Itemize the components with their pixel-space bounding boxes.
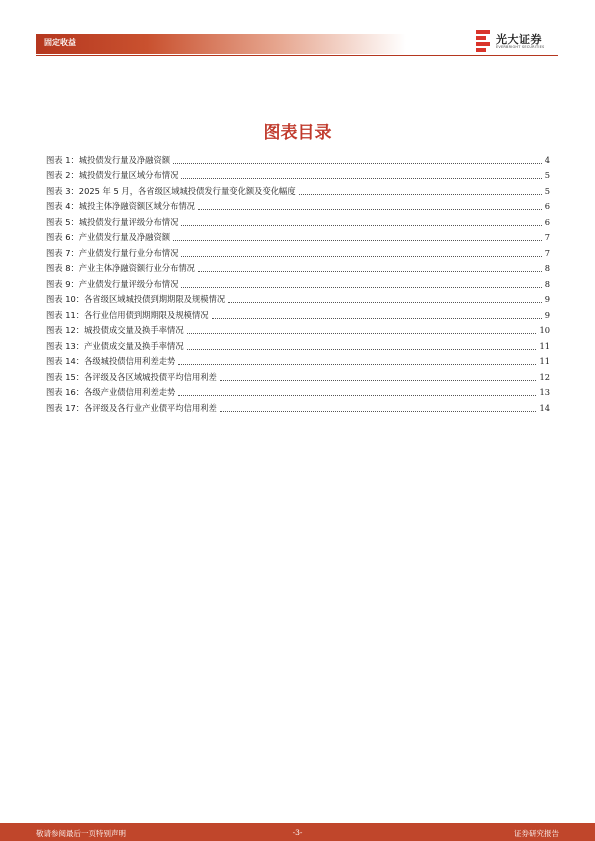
toc-entry-page: 12 [539,371,550,382]
toc-dot-leader [173,239,542,241]
toc-entry-page: 9 [544,294,550,304]
toc-entry-label: 图表 2：城投债发行量区域分布情况 [46,170,179,180]
footer-disclaimer: 敬请参阅最后一页特别声明 [36,829,126,838]
toc-entry[interactable] [46,150,550,166]
toc-entry[interactable] [46,352,550,368]
toc-entry-label: 图表 6：产业债发行量及净融资额 [46,232,171,242]
toc-entry-page: 11 [539,356,550,366]
toc-entry-page: 13 [539,387,550,397]
toc-entry-label: 图表 12：城投债成交量及换手率情况 [46,325,184,335]
toc-dot-leader [181,224,541,226]
toc-entry-label: 图表 9：产业债发行量评级分布情况 [46,278,179,289]
toc-entry[interactable] [46,197,550,213]
toc-entry[interactable] [46,336,550,352]
toc-entry[interactable] [46,181,550,197]
toc-entry[interactable] [46,259,550,275]
toc-entry[interactable] [46,367,550,383]
toc-entry-page: 7 [544,232,550,242]
toc-entry-page: 5 [544,185,550,196]
toc-entry[interactable] [46,212,550,228]
page-footer [0,823,595,841]
toc-entry-label: 图表 1：城投债发行量及净融资额 [46,154,171,165]
toc-entry-label: 图表 11：各行业信用债到期期限及规模情况 [46,309,209,320]
toc-entry-label: 图表 17：各评级及各行业产业债平均信用利差 [46,402,217,413]
toc-entry[interactable] [46,305,550,321]
toc-entry[interactable] [46,383,550,399]
toc-entry[interactable] [46,228,550,244]
toc-dot-leader [299,193,542,195]
toc-entry-page: 8 [544,263,550,273]
logo-text-cn: 光大证券 [496,33,542,46]
toc-dot-leader [181,255,541,257]
everbright-logo [476,30,556,54]
toc-entry-page: 9 [544,309,550,320]
logo-text-en: EVERBRIGHT SECURITIES [496,45,545,49]
toc-entry-page: 7 [544,247,550,258]
toc-entry-label: 图表 3：2025 年 5 月，各省级区域城投债发行量变化额及变化幅度 [46,185,296,196]
toc-title: 图表目录 [263,123,332,143]
toc-entry-label: 图表 14：各级城投债信用利差走势 [46,356,176,366]
toc-dot-leader [178,394,536,396]
toc-entry-label: 图表 7：产业债发行量行业分布情况 [46,247,179,258]
toc-entry-label: 图表 8：产业主体净融资额行业分布情况 [46,263,195,273]
toc-entry-page: 11 [539,340,550,351]
toc-entry-page: 6 [544,216,550,227]
toc-entry-label: 图表 16：各级产业债信用利差走势 [46,387,176,397]
toc-dot-leader [198,270,542,272]
toc-entry-label: 图表 10：各省级区域城投债到期期限及规模情况 [46,294,226,304]
toc-dot-leader [212,317,542,319]
footer-report-type: 证券研究报告 [514,829,559,838]
toc-entry-page: 6 [544,201,550,211]
toc-dot-leader [220,410,537,412]
toc-entry[interactable] [46,398,550,414]
section-label: 固定收益 [44,38,76,47]
toc-dot-leader [187,348,537,350]
toc-entry-label: 图表 15：各评级及各区域城投债平均信用利差 [46,371,217,382]
toc-entry[interactable] [46,274,550,290]
toc-dot-leader [173,162,542,164]
header-divider [36,55,558,56]
toc-entry[interactable] [46,243,550,259]
toc-entry-label: 图表 5：城投债发行量评级分布情况 [46,216,179,227]
page-number: -3- [292,828,303,837]
toc-entry[interactable] [46,321,550,337]
toc-entry-page: 5 [544,170,550,180]
toc-entry-page: 14 [539,402,550,413]
toc-dot-leader [220,379,537,381]
toc-dot-leader [178,363,536,365]
toc-dot-leader [228,301,542,303]
toc-entry-page: 10 [539,325,550,335]
toc-entry-label: 图表 4：城投主体净融资额区域分布情况 [46,201,195,211]
toc-dot-leader [198,208,542,210]
toc-entry[interactable] [46,166,550,182]
toc-dot-leader [181,177,541,179]
toc-list [46,150,550,414]
toc-dot-leader [181,286,541,288]
section-header-band [36,34,406,54]
toc-entry[interactable] [46,290,550,306]
logo-mark-icon [476,30,490,52]
toc-entry-page: 4 [544,154,550,165]
toc-dot-leader [187,332,537,334]
toc-entry-label: 图表 13：产业债成交量及换手率情况 [46,340,184,351]
toc-entry-page: 8 [544,278,550,289]
